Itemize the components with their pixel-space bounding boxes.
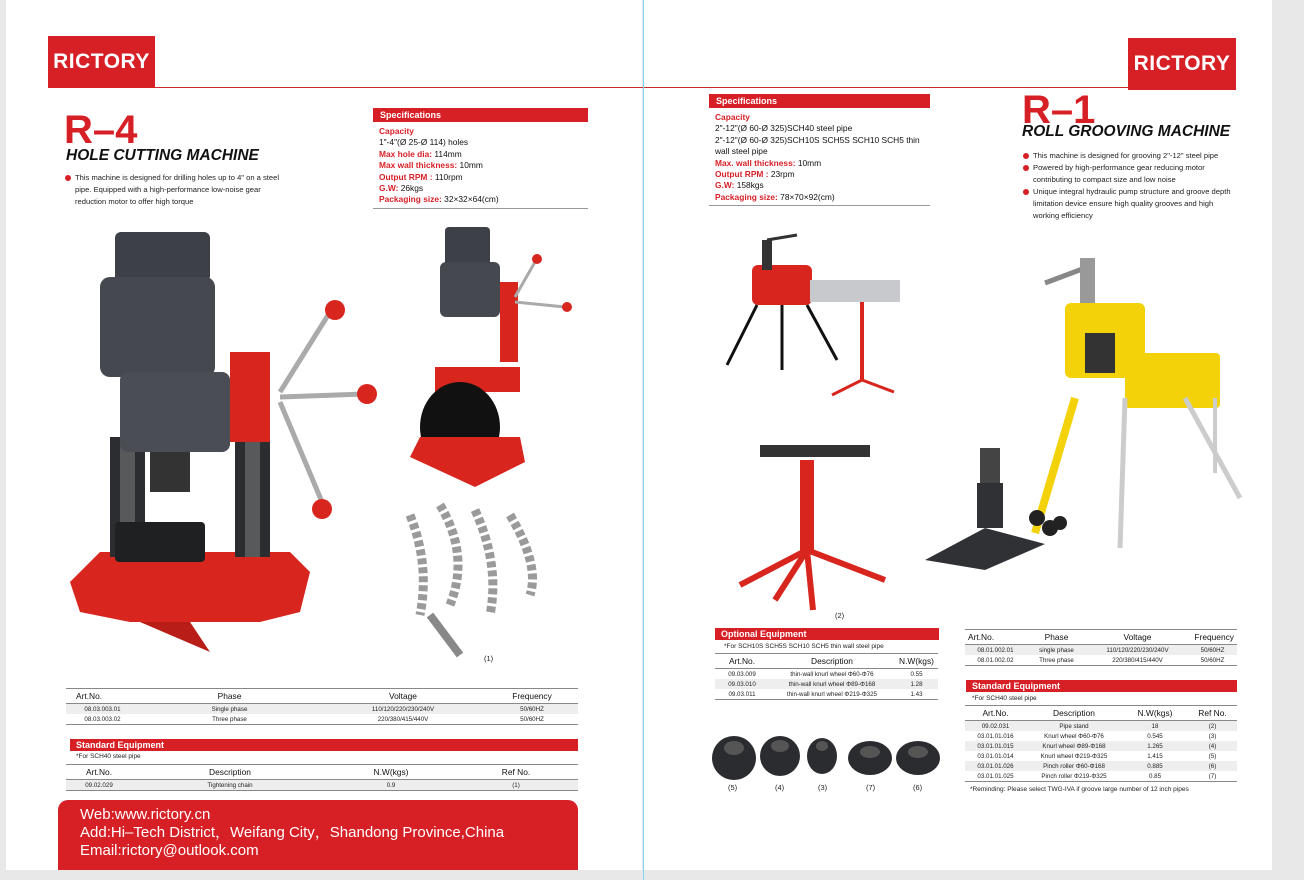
table-header: Art.No. — [965, 630, 1026, 645]
spec-label: Output RPM : — [715, 169, 769, 180]
spec-value: 114mm — [434, 148, 462, 159]
table-row — [66, 704, 578, 715]
table-cell: 03.01.01.016 — [977, 732, 1014, 740]
r1-standard-note: *For SCH40 steel pipe — [972, 695, 1037, 702]
table-header: Ref No. — [454, 765, 578, 780]
table-header: Voltage — [320, 689, 486, 704]
r1-spec-heading: Specifications — [709, 94, 930, 108]
optional-equipment-note: *For SCH10S SCH5S SCH10 SCH5 thin wall steel pipe — [724, 643, 884, 650]
table-cell: (4) — [1188, 741, 1237, 751]
table-row — [965, 645, 1237, 656]
table-cell: 0.885 — [1122, 761, 1188, 771]
table-cell: 0.9 — [328, 780, 454, 791]
r1-feature-item: Unique integral hydraulic pump structure and groove depth limitation device ensure high quality grooves and high working efficiency — [1023, 186, 1235, 222]
machine-on-pipe-image — [405, 222, 580, 492]
r1-standard-equipment-heading: Standard Equipment — [966, 680, 1237, 692]
model-subtitle-r1: ROLL GROOVING MACHINE — [1022, 123, 1231, 140]
table-row — [965, 761, 1237, 771]
table-header: Ref No. — [1188, 706, 1237, 721]
table-cell: 08.03.003.02 — [66, 714, 139, 725]
spec-label: Max hole dia: — [379, 148, 433, 159]
table-cell: 220/380/415/440V — [1087, 655, 1188, 666]
table-cell: (3) — [1208, 732, 1217, 740]
table-cell: 03.01.01.015 — [965, 741, 1026, 751]
spec-value: 78×70×92(cm) — [780, 191, 835, 202]
table-cell: Pinch roller Φ60-Φ168 — [1026, 761, 1122, 771]
r4-capacity-label: Capacity — [379, 126, 414, 136]
table-cell: thin-wall knurl wheel Φ60-Φ76 — [790, 670, 874, 678]
header-rule-left — [155, 87, 643, 88]
r1-capacity-line: 2"-12"(Ø 60-Ø 325)SCH10S SCH5S SCH10 SCH5 thin wall steel pipe — [715, 134, 920, 157]
spec-value: 110rpm — [434, 171, 463, 182]
spec-value: 23rpm — [770, 169, 795, 180]
spec-value: 10mm — [459, 160, 483, 171]
table-header: Description — [132, 765, 328, 780]
page-gutter — [643, 0, 644, 880]
r1-specifications — [709, 94, 930, 206]
table-cell: Three phase — [1026, 655, 1087, 666]
table-row — [965, 731, 1237, 741]
table-cell: 09.02.029 — [66, 780, 132, 791]
optional-equipment-table — [715, 653, 938, 700]
r1-models-table — [965, 629, 1237, 666]
table-cell: 03.01.01.025 — [965, 771, 1026, 782]
footer-web: Web:www.rictory.cn — [80, 806, 211, 823]
table-cell: (2) — [1188, 721, 1237, 732]
table-cell: Single phase — [139, 704, 320, 715]
table-header: N.W(kgs) — [895, 654, 938, 669]
table-row — [965, 655, 1237, 666]
table-cell: thin-wall knurl wheel Φ89-Φ168 — [769, 679, 895, 689]
r1-feature-item: This machine is designed for grooving 2"-12" steel pipe — [1023, 150, 1235, 162]
r1-capacity-line: 2"-12"(Ø 60-Ø 325)SCH40 steel pipe — [715, 123, 853, 134]
r4-capacity-value: 1"-4"(Ø 25-Ø 114) holes — [379, 137, 469, 148]
table-cell: (1) — [454, 780, 578, 791]
table-cell: 110/120/220/230/240V — [320, 704, 486, 715]
table-row — [965, 751, 1237, 761]
table-cell: (5) — [1208, 752, 1217, 760]
table-row — [965, 771, 1237, 782]
spec-label: Output RPM : — [379, 171, 433, 182]
table-cell: Pinch roller Φ219-Φ325 — [1026, 771, 1122, 782]
r1-feature-list — [1023, 150, 1235, 222]
table-cell: 110/120/220/230/240V — [1087, 645, 1188, 656]
table-cell: 08.01.002.01 — [965, 645, 1026, 656]
table-cell: 08.03.003.01 — [66, 704, 139, 715]
table-header: Frequency — [1188, 630, 1237, 645]
r4-chain-caption: (1) — [484, 654, 494, 663]
spec-label: G.W: — [379, 183, 399, 194]
model-title-r4: R–4 — [64, 108, 138, 152]
table-header: Art.No. — [66, 689, 139, 704]
table-row — [66, 714, 578, 725]
tightening-chain-image — [400, 505, 560, 665]
table-cell: 1.265 — [1122, 741, 1188, 751]
table-cell: 0.545 — [1147, 732, 1163, 740]
model-title-r1: R–1 — [1022, 88, 1096, 132]
hole-cutting-machine-image — [60, 222, 380, 662]
table-cell: 09.03.011 — [715, 689, 769, 700]
pipe-stand-image — [735, 425, 895, 615]
table-cell: 08.01.002.02 — [965, 655, 1026, 666]
table-row — [715, 689, 938, 700]
table-cell: 1.43 — [895, 689, 938, 700]
table-cell: 03.01.01.014 — [977, 752, 1014, 760]
table-cell: Knurl wheel Φ60-Φ76 — [1044, 732, 1104, 740]
r4-spec-heading: Specifications — [373, 108, 588, 122]
table-header: Art.No. — [66, 765, 132, 780]
table-row — [66, 780, 578, 791]
wheel-caption: (6) — [913, 783, 923, 792]
table-cell: 09.02.031 — [965, 721, 1026, 732]
r4-standard-equipment-heading: Standard Equipment — [70, 739, 578, 751]
table-header: Description — [1026, 706, 1122, 721]
r4-models-table — [66, 688, 578, 725]
r4-specifications — [373, 108, 588, 209]
r1-feature-item: Powered by high-performance gear reducing motor contributing to compact size and low noise — [1023, 162, 1235, 186]
brand-logo-left: RICTORY — [48, 36, 155, 88]
wheel-caption: (4) — [775, 783, 785, 792]
knurl-wheels-image — [710, 728, 950, 788]
wheel-caption: (5) — [728, 783, 738, 792]
spec-label: G.W: — [715, 180, 735, 191]
support-base-image — [925, 448, 1075, 573]
table-cell: 0.55 — [910, 670, 923, 678]
table-cell: Pipe stand — [1026, 721, 1122, 732]
table-header: Phase — [139, 689, 320, 704]
table-cell: (6) — [1188, 761, 1237, 771]
table-cell: (7) — [1188, 771, 1237, 782]
r1-capacity-label: Capacity — [715, 112, 750, 122]
table-cell: 220/380/415/440V — [320, 714, 486, 725]
r4-feature-list — [65, 172, 290, 208]
spec-value: 26kgs — [400, 183, 424, 194]
table-header: Art.No. — [715, 654, 769, 669]
table-row — [715, 669, 938, 680]
table-row — [715, 679, 938, 689]
table-header: Description — [769, 654, 895, 669]
table-cell: 09.03.010 — [715, 679, 769, 689]
table-cell: Knurl wheel Φ219-Φ325 — [1040, 752, 1108, 760]
r4-feature-item: This machine is designed for drilling holes up to 4" on a steel pipe. Equipped with a high-performance low-noise gear reduction motor to offer high torque — [65, 172, 290, 208]
spec-value: 10mm — [797, 157, 822, 168]
table-header: Frequency — [486, 689, 578, 704]
table-cell: 09.03.009 — [728, 670, 756, 678]
brand-logo-right: RICTORY — [1128, 38, 1236, 90]
table-header: N.W(kgs) — [328, 765, 454, 780]
table-header: Phase — [1026, 630, 1087, 645]
table-cell: 0.85 — [1122, 771, 1188, 782]
table-cell: 03.01.01.026 — [965, 761, 1026, 771]
table-cell: 50/60HZ — [1188, 645, 1237, 656]
table-header: N.W(kgs) — [1122, 706, 1188, 721]
contact-footer — [58, 800, 578, 870]
model-subtitle-r4: HOLE CUTTING MACHINE — [66, 147, 259, 164]
table-cell: thin-wall knurl wheel Φ219-Φ325 — [769, 689, 895, 700]
table-cell: 50/60HZ — [1188, 655, 1237, 666]
wheel-caption: (3) — [818, 783, 828, 792]
table-cell: 50/60HZ — [486, 704, 578, 715]
table-row — [965, 741, 1237, 751]
spec-label: Max. wall thickness: — [715, 157, 796, 168]
spec-value: 32×32×64(cm) — [444, 194, 499, 205]
spec-label: Packaging size: — [715, 191, 778, 202]
spec-label: Max wall thickness: — [379, 160, 458, 171]
table-row — [965, 721, 1237, 732]
footer-address: Add:Hi–Tech District，Weifang City，Shandong Province,China — [80, 824, 505, 841]
table-cell: 18 — [1122, 721, 1188, 732]
table-header: Art.No. — [965, 706, 1026, 721]
table-cell: 1.415 — [1147, 752, 1163, 760]
table-cell: Tightening chain — [132, 780, 328, 791]
table-cell: Three phase — [139, 714, 320, 725]
reminder-note: *Reminding: Please select TWG-IVA if groove large number of 12 inch pipes — [970, 786, 1189, 793]
spec-value: 158kgs — [736, 180, 764, 191]
r1-standard-equipment-table — [965, 705, 1237, 782]
r4-standard-equipment-table — [66, 764, 578, 791]
footer-email: Email:rictory@outlook.com — [80, 842, 259, 859]
table-cell: single phase — [1026, 645, 1087, 656]
wheel-caption: (7) — [866, 783, 876, 792]
r4-standard-note: *For SCH40 steel pipe — [76, 753, 141, 760]
table-cell: 1.28 — [895, 679, 938, 689]
table-header: Voltage — [1087, 630, 1188, 645]
table-cell: Knurl wheel Φ89-Φ168 — [1026, 741, 1122, 751]
table-cell: 50/60HZ — [486, 714, 578, 725]
optional-equipment-heading: Optional Equipment — [715, 628, 939, 640]
pipe-stand-caption: (2) — [835, 611, 845, 620]
grooving-machine-with-pipe-image — [722, 230, 907, 405]
spec-label: Packaging size: — [379, 194, 442, 205]
